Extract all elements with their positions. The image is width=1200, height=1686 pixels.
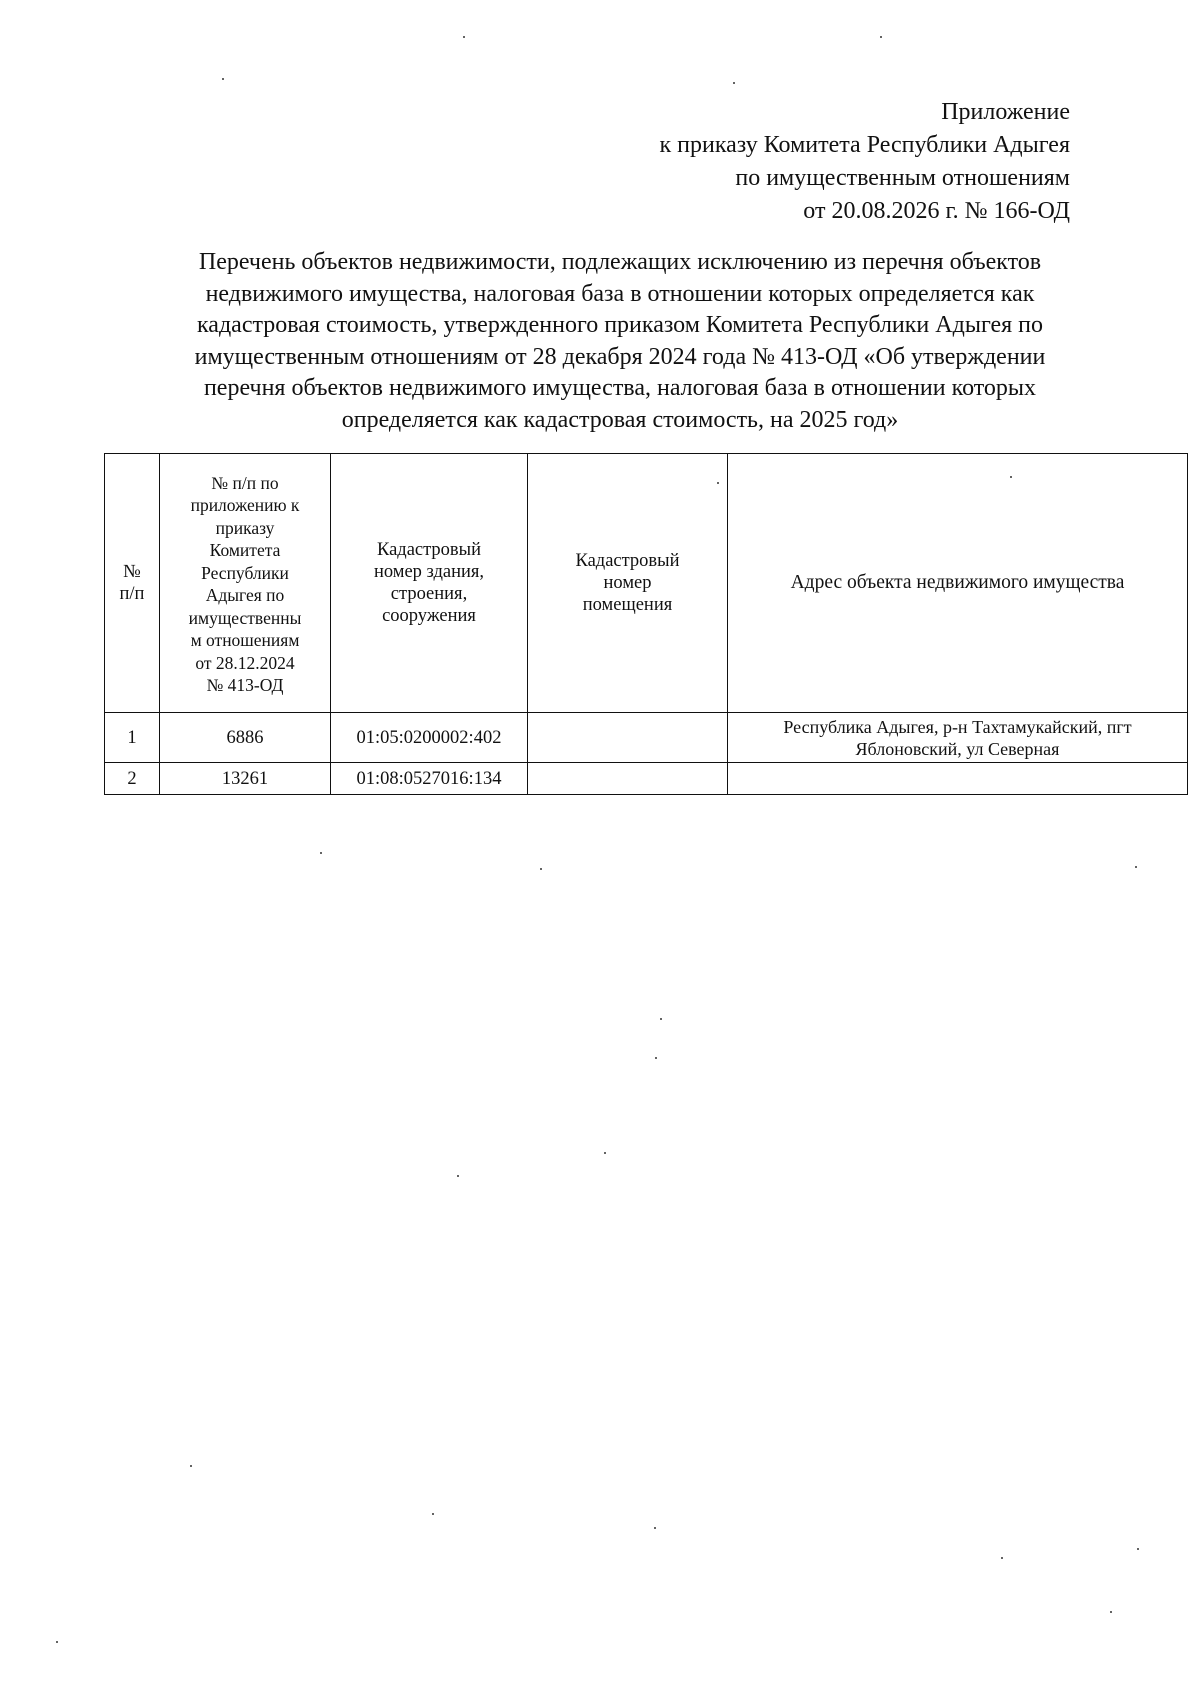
- cell-num: 2: [105, 763, 160, 795]
- scan-speck: [1110, 1611, 1112, 1613]
- scan-speck: [1001, 1557, 1003, 1559]
- scan-speck: [540, 868, 542, 870]
- title-line-5: перечня объектов недвижимого имущества, налоговая база в отношении которых: [203, 375, 1037, 401]
- appendix-line-3: по имущественным отношениям: [735, 165, 1070, 191]
- cell-address: Республика Адыгея, р-н Тахтамукайский, пгт Яблоновский, ул Северная: [728, 713, 1188, 763]
- cell-building: 01:05:0200002:402: [331, 713, 528, 763]
- objects-table: [104, 453, 1188, 795]
- document-title: [150, 247, 1090, 436]
- scan-speck: [457, 1175, 459, 1177]
- scan-speck: [660, 1018, 662, 1020]
- appendix-line-2: к приказу Комитета Республики Адыгея: [659, 132, 1070, 158]
- title-line-3: кадастровая стоимость, утвержденного приказом Комитета Республики Адыгея по: [197, 312, 1043, 338]
- cell-building: 01:08:0527016:134: [331, 763, 528, 795]
- scan-speck: [432, 1513, 434, 1515]
- scan-speck: [1135, 866, 1137, 868]
- table-header-row: [105, 454, 1188, 713]
- header-num-ref: № п/п по приложению к приказу Комитета Республики Адыгея по имущественны м отношениям от 28.12.2024 № 413-ОД: [160, 454, 331, 713]
- scan-speck: [190, 1465, 192, 1467]
- appendix-line-1: Приложение: [941, 99, 1070, 125]
- cell-ref: 6886: [160, 713, 331, 763]
- scan-speck: [655, 1057, 657, 1059]
- scan-speck: [654, 1527, 656, 1529]
- title-line-4: имущественным отношениям от 28 декабря 2024 года № 413-ОД «Об утверждении: [194, 343, 1046, 370]
- table-row: [105, 713, 1188, 763]
- header-room-cadastral: Кадастровый номер помещения: [528, 454, 728, 713]
- scan-speck: [56, 1641, 58, 1643]
- title-line-2: недвижимого имущества, налоговая база в отношении которых определяется как: [205, 280, 1035, 307]
- cell-room: [528, 763, 728, 795]
- scan-speck: [880, 36, 882, 38]
- cell-address: [728, 763, 1188, 795]
- scan-speck: [1010, 476, 1012, 478]
- appendix-line-4: от 20.08.2026 г. № 166-ОД: [803, 198, 1070, 224]
- title-line-1: Перечень объектов недвижимости, подлежащих исключению из перечня объектов: [198, 249, 1042, 275]
- header-building-cadastral: Кадастровый номер здания, строения, сооружения: [331, 454, 528, 713]
- header-num: № п/п: [105, 454, 160, 713]
- scan-speck: [1137, 1548, 1139, 1550]
- cell-num: 1: [105, 713, 160, 763]
- scan-speck: [463, 36, 465, 38]
- scan-speck: [222, 78, 224, 80]
- title-line-6: определяется как кадастровая стоимость, на 2025 год»: [341, 406, 899, 433]
- header-address: Адрес объекта недвижимого имущества: [728, 454, 1188, 713]
- appendix-block: [659, 96, 1070, 228]
- cell-ref: 13261: [160, 763, 331, 795]
- scan-speck: [320, 852, 322, 854]
- scan-speck: [733, 82, 735, 84]
- scan-speck: [717, 482, 719, 484]
- scan-speck: [604, 1152, 606, 1154]
- table-row: [105, 763, 1188, 795]
- cell-room: [528, 713, 728, 763]
